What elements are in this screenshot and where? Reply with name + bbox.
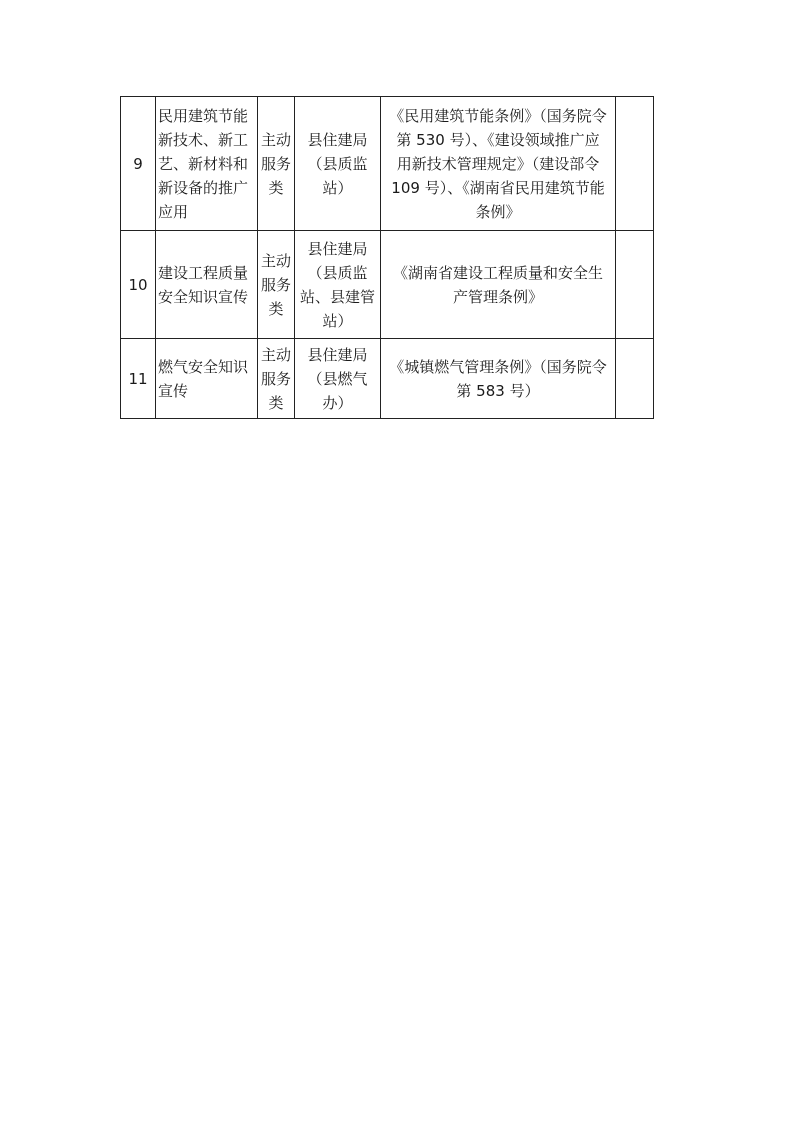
item-type: 主动 服务 类	[258, 339, 295, 419]
row-number: 10	[121, 231, 156, 339]
item-name: 民用建筑节能 新技术、新工 艺、新材料和 新设备的推广 应用	[156, 97, 258, 231]
legal-basis: 《湖南省建设工程质量和安全生 产管理条例》	[381, 231, 616, 339]
row-number: 11	[121, 339, 156, 419]
table-row	[121, 97, 654, 231]
responsible-unit: 县住建局 （县质监 站、县建管 站）	[295, 231, 381, 339]
responsible-unit: 县住建局 （县燃气 办）	[295, 339, 381, 419]
table-row	[121, 231, 654, 339]
responsible-unit: 县住建局 （县质监 站）	[295, 97, 381, 231]
row-number: 9	[121, 97, 156, 231]
remarks-cell	[616, 339, 654, 419]
remarks-cell	[616, 231, 654, 339]
legal-basis: 《民用建筑节能条例》（国务院令 第 530 号）、《建设领域推广应 用新技术管理规定》（建设部令 109 号）、《湖南省民用建筑节能 条例》	[381, 97, 616, 231]
item-name: 建设工程质量 安全知识宣传	[156, 231, 258, 339]
remarks-cell	[616, 97, 654, 231]
item-type: 主动 服务 类	[258, 231, 295, 339]
table-row	[121, 339, 654, 419]
item-name: 燃气安全知识 宣传	[156, 339, 258, 419]
item-type: 主动 服务 类	[258, 97, 295, 231]
legal-basis: 《城镇燃气管理条例》（国务院令 第 583 号）	[381, 339, 616, 419]
service-items-table	[120, 96, 654, 419]
